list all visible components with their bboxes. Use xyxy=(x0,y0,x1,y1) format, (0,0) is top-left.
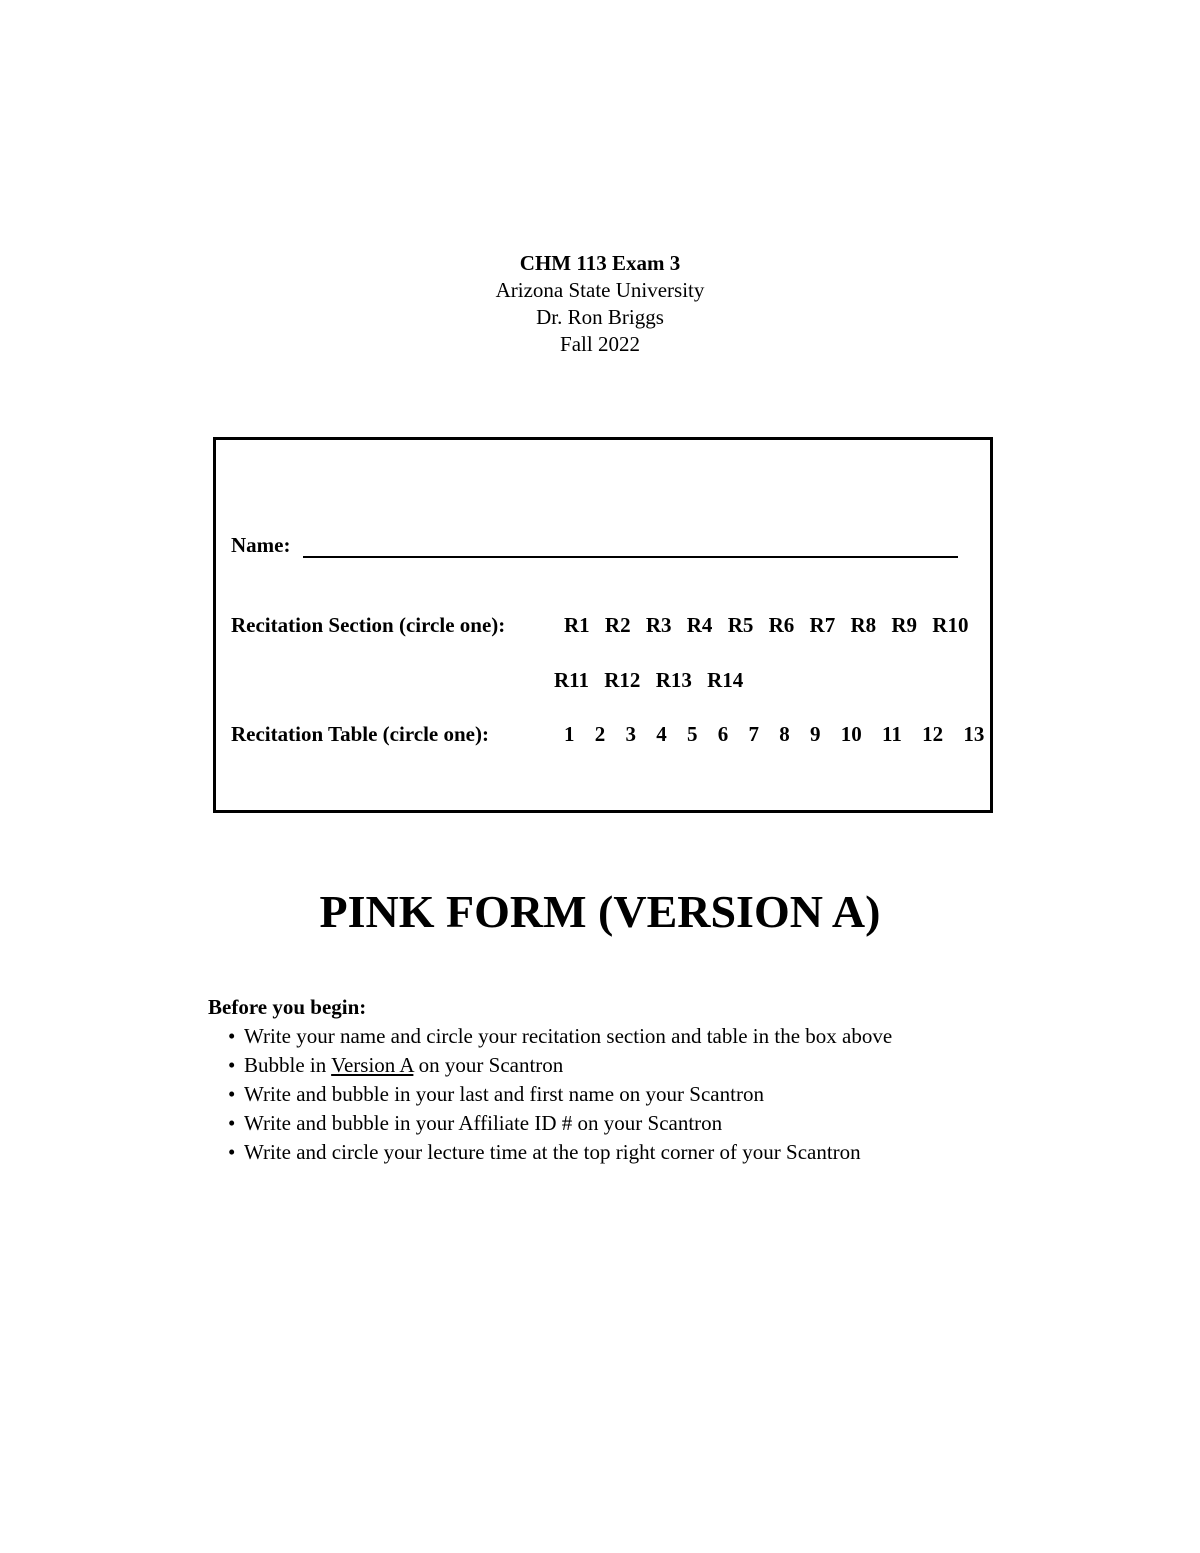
bullet-icon: • xyxy=(228,1024,236,1048)
instructions-list xyxy=(208,1022,892,1167)
recitation-section-row xyxy=(231,613,969,638)
section-option[interactable]: R2 xyxy=(604,613,631,637)
name-field[interactable] xyxy=(303,556,958,558)
instruction-item: • Write your name and circle your recitation section and table in the box above xyxy=(228,1022,892,1051)
table-option[interactable]: 1 xyxy=(564,722,575,746)
table-option[interactable]: 10 xyxy=(840,722,862,746)
recitation-section-row-2 xyxy=(554,668,753,693)
section-option[interactable]: R9 xyxy=(891,613,918,637)
bullet-icon: • xyxy=(228,1111,236,1135)
section-option[interactable]: R6 xyxy=(768,613,795,637)
name-label: Name: xyxy=(231,533,291,557)
section-option[interactable]: R3 xyxy=(645,613,672,637)
instruction-item: • Write and bubble in your last and first name on your Scantron xyxy=(228,1080,892,1109)
section-option[interactable]: R14 xyxy=(707,668,744,692)
recitation-table-row xyxy=(231,722,985,747)
instructor-name: Dr. Ron Briggs xyxy=(536,305,664,329)
instruction-item: • Write and bubble in your Affiliate ID # on your Scantron xyxy=(228,1109,892,1138)
recitation-section-label: Recitation Section (circle one): xyxy=(231,613,506,637)
section-option[interactable]: R13 xyxy=(655,668,692,692)
recitation-section-options xyxy=(564,613,978,638)
section-option[interactable]: R1 xyxy=(564,613,590,637)
section-option[interactable]: R12 xyxy=(604,668,641,692)
table-option[interactable]: 9 xyxy=(810,722,821,746)
table-option[interactable]: 12 xyxy=(922,722,944,746)
recitation-table-label: Recitation Table (circle one): xyxy=(231,722,489,746)
table-option[interactable]: 4 xyxy=(656,722,667,746)
bullet-icon: • xyxy=(228,1082,236,1106)
table-option[interactable]: 6 xyxy=(717,722,729,746)
bullet-icon: • xyxy=(228,1140,236,1164)
instructions-section xyxy=(208,993,892,1167)
section-option[interactable]: R10 xyxy=(932,613,969,637)
exam-header xyxy=(0,250,1200,358)
instruction-item: • Write and circle your lecture time at the top right corner of your Scantron xyxy=(228,1138,892,1167)
table-option[interactable]: 13 xyxy=(963,722,985,746)
instruction-item: • Bubble in Version A on your Scantron xyxy=(228,1051,892,1080)
table-option[interactable]: 8 xyxy=(779,722,790,746)
university-name: Arizona State University xyxy=(495,278,705,302)
table-option[interactable]: 2 xyxy=(594,722,606,746)
table-option[interactable]: 11 xyxy=(882,722,902,746)
section-option[interactable]: R5 xyxy=(727,613,754,637)
section-option[interactable]: R7 xyxy=(809,613,836,637)
bullet-icon: • xyxy=(228,1053,236,1077)
section-option[interactable]: R8 xyxy=(850,613,877,637)
table-option[interactable]: 3 xyxy=(625,722,636,746)
instructions-heading: Before you begin: xyxy=(208,995,367,1019)
table-option[interactable]: 7 xyxy=(748,722,759,746)
exam-title: CHM 113 Exam 3 xyxy=(519,251,681,275)
form-version-title: PINK FORM (VERSION A) xyxy=(319,886,881,937)
version-emphasis: Version A xyxy=(331,1053,414,1077)
section-option[interactable]: R4 xyxy=(686,613,713,637)
table-option[interactable]: 5 xyxy=(687,722,698,746)
student-info-box xyxy=(213,437,993,813)
section-option[interactable]: R11 xyxy=(554,668,590,692)
term: Fall 2022 xyxy=(560,332,640,356)
recitation-table-options xyxy=(564,722,999,747)
